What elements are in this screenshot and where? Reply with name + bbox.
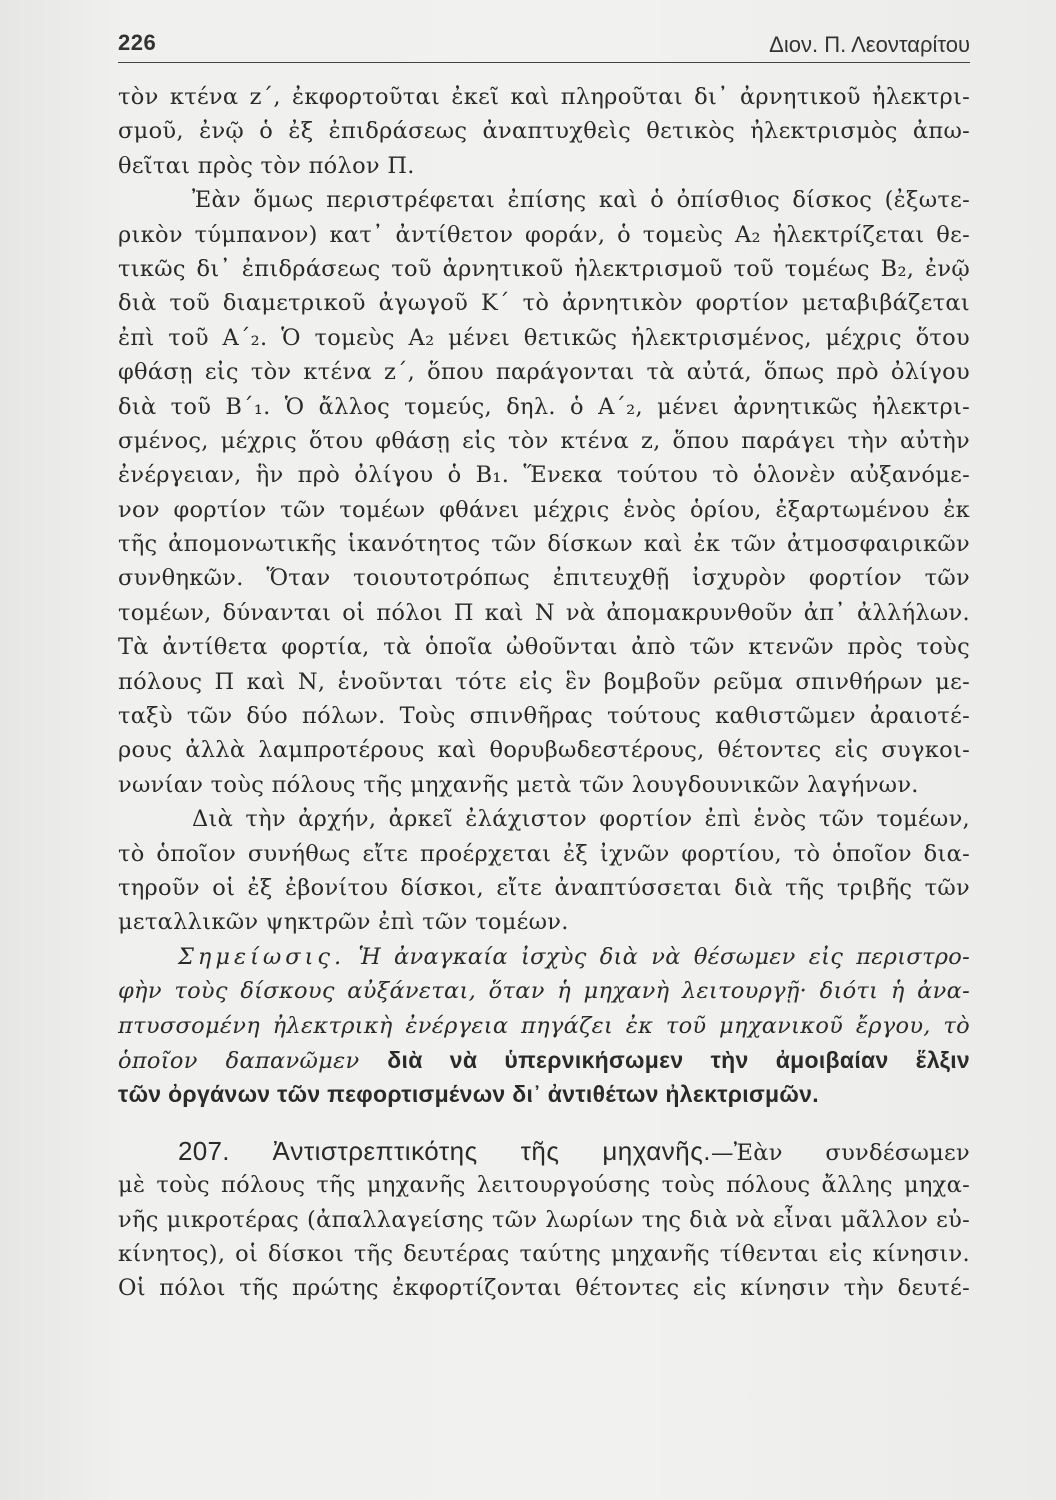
text-line: τὸ ὁποῖον συνήθως εἴτε προέρχεται ἐξ ἰχνῶν φορτίου, τὸ ὁποῖον δια- — [118, 840, 970, 867]
text-line: Διὰ τὴν ἀρχήν, ἀρκεῖ ἐλάχιστον φορτίον ἐπὶ ἑνὸς τῶν τομέων, — [192, 806, 970, 833]
text-line: ἐνέργειαν, ἣν πρὸ ὀλίγου ὁ Β₁. Ἕνεκα τούτου τὸ ὁλονὲν αὐξανόμε- — [118, 462, 970, 489]
text-line: ρικὸν τύμπανον) κατ᾿ ἀντίθετον φοράν, ὁ τομεὺς Α₂ ἠλεκτρίζεται θε- — [118, 221, 970, 248]
section-text: —Ἐὰν συνδέσωμεν — [710, 1139, 970, 1166]
paragraph-2 — [118, 183, 970, 802]
page-body — [118, 80, 970, 1306]
text-line: τὸν κτένα z΄, ἐκφορτοῦται ἐκεῖ καὶ πληροῦται δι᾿ ἀρνητικοῦ ἠλεκτρι- — [118, 84, 970, 110]
text-line: συνθηκῶν. Ὅταν τοιουτοτρόπως ἐπιτευχθῇ ἰσχυρὸν φορτίον τῶν — [118, 565, 970, 592]
section-207 — [118, 1134, 970, 1306]
text-line: ἐπὶ τοῦ Α΄₂. Ὁ τομεὺς Α₂ μένει θετικῶς ἠλεκτρισμένος, μέχρις ὅτου — [118, 324, 970, 351]
section-heading-line — [118, 1134, 970, 1168]
text-line: ταξὺ τῶν δύο πόλων. Τοὺς σπινθῆρας τούτους καθιστῶμεν ἀραιοτέ- — [118, 703, 970, 730]
text-line: μεταλλικῶν ψηκτρῶν ἐπὶ τῶν τομέων. — [118, 909, 569, 936]
note-text: ὁποῖον δαπανῶμεν — [118, 1047, 360, 1074]
text-line: σμοῦ, ἐνῷ ὁ ἐξ ἐπιδράσεως ἀναπτυχθεὶς θετικὸς ἠλεκτρισμὸς ἀπω- — [118, 118, 970, 145]
paragraph-3 — [118, 802, 970, 940]
text-line: φθάσῃ εἰς τὸν κτένα z΄, ὅπου παράγονται τὰ αὐτά, ὅπως πρὸ ὀλίγου — [118, 359, 970, 386]
note-text-bold: διὰ νὰ ὑπερνικήσωμεν τὴν ἀμοιβαίαν ἕλξιν — [387, 1046, 970, 1073]
section-title: Ἀντιστρεπτικότης τῆς μηχανῆς. — [272, 1135, 711, 1166]
note-line — [118, 1043, 970, 1077]
note-paragraph — [118, 940, 970, 1112]
text-line: νῆς μικροτέρας (ἀπαλλαγείσης τῶν λωρίων της διὰ νὰ εἶναι μᾶλλον εὐ- — [118, 1206, 970, 1233]
text-line: θεῖται πρὸς τὸν πόλον Π. — [118, 152, 415, 179]
text-line: Ἐὰν ὅμως περιστρέφεται ἐπίσης καὶ ὁ ὀπίσθιος δίσκος (ἐξωτε- — [192, 187, 970, 214]
note-text: Ἡ ἀναγκαία ἰσχὺς διὰ νὰ θέσωμεν εἰς περιστρο- — [358, 943, 971, 970]
note-line: φὴν τοὺς δίσκους αὐξάνεται, ὅταν ἡ μηχανὴ λειτουργῇ· διότι ἡ ἀνα- — [118, 978, 970, 1005]
text-line: τῆς ἀπομονωτικῆς ἱκανότητος τῶν δίσκων καὶ ἐκ τῶν ἀτμοσφαιρικῶν — [118, 531, 970, 558]
paragraph-1 — [118, 80, 970, 183]
text-line: ρους ἀλλὰ λαμπροτέρους καὶ θορυβωδεστέρους, θέτοντες εἰς συγκοι- — [118, 737, 970, 764]
text-line: μὲ τοὺς πόλους τῆς μηχανῆς λειτουργούσης τοὺς πόλους ἄλλης μηχα- — [118, 1172, 970, 1199]
text-line: κίνητος), οἱ δίσκοι τῆς δευτέρας ταύτης μηχανῆς τίθενται εἰς κίνησιν. — [118, 1240, 970, 1267]
text-line: τηροῦν οἱ ἐξ ἐβονίτου δίσκοι, εἴτε ἀναπτύσσεται διὰ τῆς τριβῆς τῶν — [118, 874, 970, 901]
text-line: νον φορτίον τῶν τομέων φθάνει μέχρις ἑνὸς ὁρίου, ἐξαρτωμένου ἐκ — [118, 496, 970, 523]
text-line: νωνίαν τοὺς πόλους τῆς μηχανῆς μετὰ τῶν λουγδουνικῶν λαγήνων. — [118, 771, 919, 798]
running-head — [118, 30, 970, 63]
note-line: τῶν ὀργάνων τῶν πεφορτισμένων δι᾿ ἀντιθέτων ἠλεκτρισμῶν. — [118, 1081, 819, 1108]
text-line: πόλους Π καὶ Ν, ἑνοῦνται τότε εἰς ἓν βομβοῦν ρεῦμα σπινθήρων με- — [118, 668, 970, 695]
text-line: διὰ τοῦ διαμετρικοῦ ἀγωγοῦ Κ΄ τὸ ἀρνητικὸν φορτίον μεταβιβάζεται — [118, 290, 970, 317]
note-label: Σημείωσις. — [178, 943, 346, 970]
text-line: σμένος, μέχρις ὅτου φθάσῃ εἰς τὸν κτένα z, ὅπου παράγει τὴν αὐτὴν — [118, 427, 970, 454]
section-number: 207. — [178, 1135, 230, 1166]
text-line: Οἱ πόλοι τῆς πρώτης ἐκφορτίζονται θέτοντες εἰς κίνησιν τὴν δευτέ- — [118, 1275, 970, 1302]
page-number: 226 — [118, 30, 157, 55]
note-line — [118, 940, 970, 974]
text-line: τομέων, δύνανται οἱ πόλοι Π καὶ Ν νὰ ἀπομακρυνθοῦν ἀπ᾿ ἀλλήλων. — [118, 599, 970, 626]
note-line: πτυσσομένη ἠλεκτρικὴ ἐνέργεια πηγάζει ἐκ τοῦ μηχανικοῦ ἔργου, τὸ — [118, 1012, 970, 1039]
running-head-author: Διον. Π. Λεονταρίτου — [769, 32, 970, 57]
text-line: τικῶς δι᾿ ἐπιδράσεως τοῦ ἀρνητικοῦ ἠλεκτρισμοῦ τοῦ τομέως Β₂, ἐνῷ — [118, 255, 970, 282]
text-line: Τὰ ἀντίθετα φορτία, τὰ ὁποῖα ὠθοῦνται ἀπὸ τῶν κτενῶν πρὸς τοὺς — [118, 634, 970, 661]
text-line: διὰ τοῦ Β΄₁. Ὁ ἄλλος τομεύς, δηλ. ὁ Α΄₂, μένει ἀρνητικῶς ἠλεκτρι- — [118, 393, 970, 420]
